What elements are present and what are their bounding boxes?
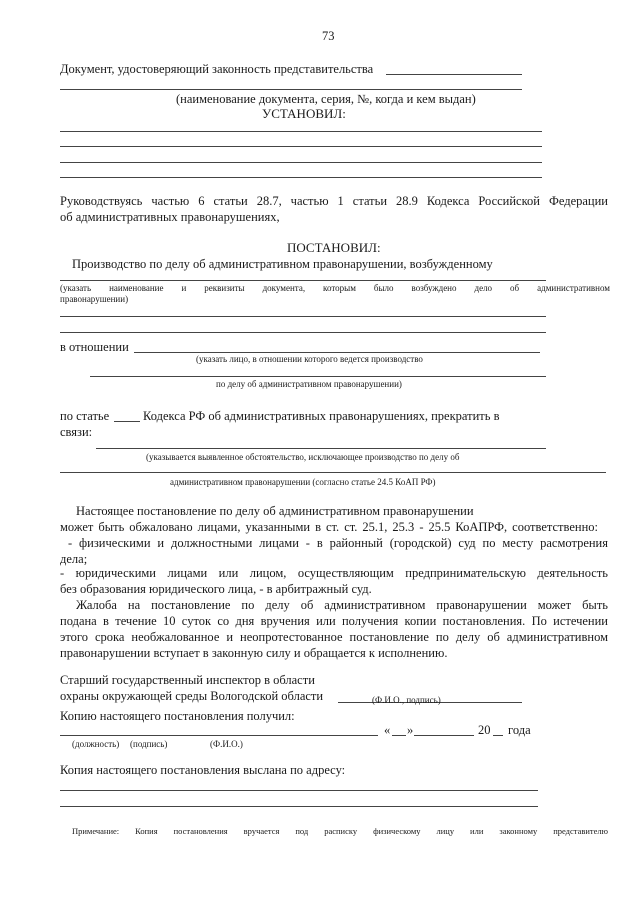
date-close-quote: » bbox=[407, 723, 414, 737]
appeal-p2-line-2: дела; bbox=[60, 552, 88, 566]
signature-caption: (подпись) bbox=[130, 739, 168, 749]
inspector-title-1: Старший государственный инспектор в области bbox=[60, 673, 315, 687]
inspector-title-2: охраны окружающей среды Вологодской области bbox=[60, 689, 324, 703]
appeal-p4-line-1: Жалоба на постановление по делу об административном правонарушении может быть bbox=[76, 598, 608, 612]
established-line-2 bbox=[60, 146, 542, 147]
appeal-p3-line-2: без образования юридического лица, - в арбитражный суд. bbox=[60, 582, 372, 596]
appeal-p4-line-3: этого срока необжалованное и неопротестованное постановление по делу об административном bbox=[60, 630, 608, 644]
resolved-heading: ПОСТАНОВИЛ: bbox=[287, 240, 381, 255]
address-line-1 bbox=[60, 790, 538, 791]
rep-doc-line bbox=[386, 74, 522, 75]
resolved-intro: Производство по делу об административном правонарушении, возбужденному bbox=[72, 257, 493, 271]
appeal-p1-line-1: Настоящее постановление по делу об административном правонарушении bbox=[76, 504, 474, 518]
appeal-p4-line-4: правонарушении вступает в законную силу и обращается к исполнению. bbox=[60, 646, 448, 660]
established-line-1 bbox=[60, 131, 542, 132]
appeal-p1-line-2: может быть обжаловано лицами, указанными в ст. ст. 25.1, 25.3 - 25.5 КоАПРФ, соответственно: bbox=[60, 520, 598, 534]
reason-caption-1: (указывается выявленное обстоятельство, исключающее производство по делу об bbox=[146, 452, 460, 462]
established-line-4 bbox=[60, 177, 542, 178]
page-number: 73 bbox=[322, 29, 335, 43]
resolved-doc-caption-2: правонарушении) bbox=[60, 294, 129, 304]
copy-received-label: Копию настоящего постановления получил: bbox=[60, 709, 295, 723]
rep-doc-line-2 bbox=[60, 89, 522, 90]
reason-line-1 bbox=[96, 448, 546, 449]
article-suffix: Кодекса РФ об административных правонарушениях, прекратить в bbox=[143, 409, 500, 423]
established-heading: УСТАНОВИЛ: bbox=[262, 106, 346, 121]
appeal-p2-line-1: - физическими и должностными лицами - в районный (городской) суд по месту расмотрения bbox=[68, 536, 608, 550]
article-line-2: связи: bbox=[60, 425, 93, 439]
guided-line-1: Руководствуясь частью 6 статьи 28.7, частью 1 статьи 28.9 Кодекса Российской Федерации bbox=[60, 194, 608, 208]
rep-doc-caption: (наименование документа, серия, №, когда и кем выдан) bbox=[176, 92, 476, 106]
person-line-2 bbox=[90, 376, 546, 377]
copy-received-line bbox=[60, 735, 378, 736]
note-text: Примечание: Копия постановления вручается под расписку физическому лицу или законному представителю bbox=[72, 826, 608, 836]
resolved-line-1 bbox=[60, 280, 546, 281]
established-line-3 bbox=[60, 162, 542, 163]
appeal-p3-line-1: - юридическими лицами или лицом, осуществляющим предпринимательскую деятельность bbox=[60, 566, 608, 580]
rep-doc-label: Документ, удостоверяющий законность представительства bbox=[60, 62, 374, 76]
reason-caption-2: административном правонарушении (согласно статье 24.5 КоАП РФ) bbox=[170, 477, 436, 487]
year-prefix: 20 bbox=[478, 723, 491, 737]
person-caption-2: по делу об административном правонарушении) bbox=[216, 379, 402, 389]
person-caption: (указать лицо, в отношении которого ведется производство bbox=[196, 354, 423, 364]
reason-line-2 bbox=[60, 472, 606, 473]
position-caption: (должность) bbox=[72, 739, 120, 749]
inspector-signature-caption: (Ф.И.О., подпись) bbox=[372, 695, 441, 705]
resolved-doc-caption-1: (указать наименование и реквизиты документа, которым было возбуждено дело об административном bbox=[60, 283, 610, 293]
regarding-line bbox=[134, 352, 540, 353]
regarding-label: в отношении bbox=[60, 340, 129, 354]
copy-sent-label: Копия настоящего постановления выслана по адресу: bbox=[60, 763, 346, 777]
resolved-line-2 bbox=[60, 316, 546, 317]
name-caption: (Ф.И.О.) bbox=[210, 739, 243, 749]
guided-line-2: об административных правонарушениях, bbox=[60, 210, 280, 224]
article-number-line bbox=[114, 421, 140, 422]
address-line-2 bbox=[60, 806, 538, 807]
article-prefix: по статье bbox=[60, 409, 110, 423]
date-open-quote: « bbox=[384, 723, 391, 737]
year-line bbox=[493, 735, 503, 736]
appeal-p4-line-2: подана в течение 10 суток со дня вручения или получения копии постановления. По истечении bbox=[60, 614, 608, 628]
resolved-line-3 bbox=[60, 332, 546, 333]
date-month-line bbox=[414, 735, 474, 736]
date-day-line bbox=[392, 735, 406, 736]
year-suffix: года bbox=[508, 723, 531, 737]
